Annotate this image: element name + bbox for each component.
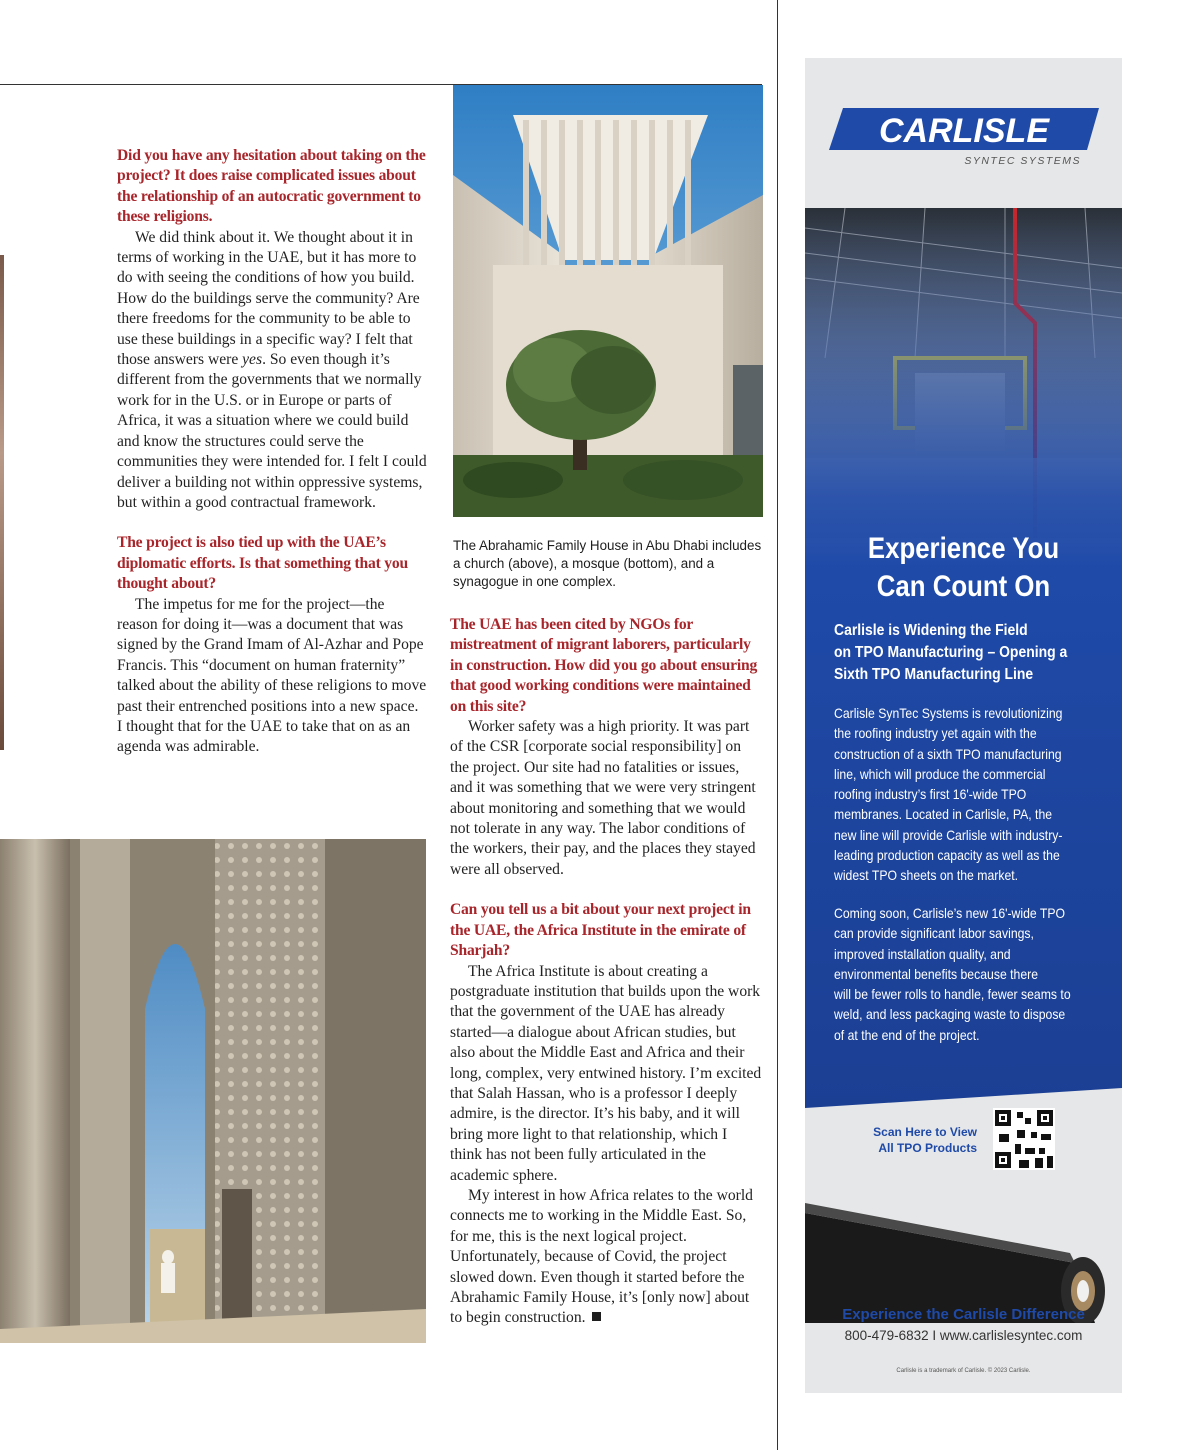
answer-africa-institute-text: My interest in how Africa relates to the world connects me to working in the Middle East. So, for me, this is the next logical project. Unfortunately, because of Covid, the project slowed down. Even though it started before the Abrahamic Family House, it’s [only now] about to begin construction. [450,1186,753,1327]
church-courtyard-photo [453,85,763,517]
question-africa-institute: Can you tell us a bit about your next project in the UAE, the Africa Institute in the emirate of Sharjah? [450,901,751,960]
column-divider [777,0,778,1450]
ad-body-line: the roofing industry yet again with the [834,726,1037,742]
qr-code-icon[interactable] [993,1108,1055,1170]
ad-body-line: Coming soon, Carlisle’s new 16'-wide TPO [834,906,1066,921]
photo-caption: The Abrahamic Family House in Abu Dhabi includes a church (above), a mosque (bottom), and a synagogue in one complex. [453,538,762,589]
ad-body-line: Carlisle SynTec Systems is revolutionizing [834,706,1063,721]
scan-label-line: All TPO Products [878,1141,977,1155]
answer-africa-institute: The Africa Institute is about creating a postgraduate institution that builds upon the work that the government of the UAE has already started—a dialogue about African studies, but also about the Middle East and Africa and their long, complex, very entwined history. I’m excited that Salah Hassan, who is a professor I deeply admire, is the director. It’s his baby, and it will bring more light to that relationship, which I think has not been fully articulated in the academic sphere. [450,962,762,1184]
logo-subtext: SYNTEC SYSTEMS [964,155,1081,166]
ad-body-line: construction of a sixth TPO manufacturing [834,746,1062,762]
ad-subhead-line: on TPO Manufacturing – Opening a [834,644,1068,661]
ad-body-line: widest TPO sheets on the market. [834,868,1019,884]
ad-fine-print: Carlisle is a trademark of Carlisle. © 2023 Carlisle. [896,1368,1031,1374]
ad-subhead-line: Sixth TPO Manufacturing Line [834,666,1034,683]
answer-migrant-laborers: Worker safety was a high priority. It was part of the CSR [corporate social responsibility] on the project. Our site had no fatalities or issues, and it was something that we were very stringent about monitoring and something that we would not tolerate in any way. The labor conditions of the workers, their pay, and the places they stayed were all observed. [450,718,756,878]
article-column-2 [450,615,762,1329]
tpo-roll-image [805,1143,1122,1323]
ad-body-line: will be fewer rolls to handle, fewer seams to [834,987,1071,1003]
carlisle-logo [829,106,1099,166]
ad-subheading [834,620,1095,686]
question-hesitation: Did you have any hesitation about taking on the project? It does raise complicated issues about the relationship of an autocratic government to these religions. [117,147,426,226]
answer-hesitation-part2: . So even though it’s different from the governments that we normally work for in the U.S. or in Europe or parts of Africa, it was a situation where we could build and know the structures could serve the communities they were intended for. I felt I could deliver a building not within oppressive systems, but within a good contractual framework. [117,351,427,511]
ad-body-line: improved installation quality, and [834,946,1011,962]
ad-tagline: Experience the Carlisle Difference [842,1306,1085,1323]
previous-photo-edge [0,255,4,750]
mosque-arch-photo [0,839,426,1343]
answer-africa-institute-continued [450,1186,762,1329]
answer-diplomatic: The impetus for me for the project—the reason for doing it—was a document that was signed by the Grand Imam of Al-Azhar and Pope Francis. This “document on human fraternity” talked about the ability of these religions to move past their entrenched positions into a new space. I thought that for the UAE to take that on as an agenda was admirable. [117,595,427,756]
ad-body-line: can provide significant labor savings, [834,926,1034,942]
ad-body-line: membranes. Located in Carlisle, PA, the [834,807,1053,823]
end-mark-icon [592,1312,601,1321]
ad-body-line: leading production capacity as well as the [834,848,1060,864]
ad-body-line: roofing industry’s first 16'-wide TPO [834,787,1027,803]
carlisle-advertisement[interactable] [805,58,1122,1393]
answer-hesitation [117,228,427,514]
question-diplomatic: The project is also tied up with the UAE’s diplomatic efforts. Is that something that you thought about? [117,534,408,593]
scan-qr-label [845,1124,977,1156]
logo-text: CARLISLE [879,112,1049,150]
answer-hesitation-emphasis: yes [242,351,263,369]
ad-headline [839,530,1088,606]
ad-subhead-line: Carlisle is Widening the Field [834,622,1028,639]
ad-body-paragraph-1 [834,704,1104,887]
answer-hesitation-part1: We did think about it. We thought about it in terms of working in the UAE, but it has more to do with seeing the conditions of how you build. How do the buildings serve the community? Are there freedoms for the community to be able to use these buildings in a specific way? I felt that those answers were [117,228,420,369]
ad-body-paragraph-2 [834,904,1104,1046]
ad-body-line: line, which will produce the commercial [834,766,1046,782]
ad-body-line: of at the end of the project. [834,1027,980,1043]
article-column-1 [117,146,427,758]
ad-contact-info[interactable]: 800-479-6832 I www.carlislesyntec.com [844,1328,1083,1343]
scan-label-line: Scan Here to View [873,1125,977,1139]
ad-headline-line-1: Experience You [867,532,1060,565]
ad-body-line: new line will provide Carlisle with industry- [834,827,1063,843]
question-migrant-laborers: The UAE has been cited by NGOs for mistreatment of migrant laborers, particularly in construction. How did you go about ensuring that good working conditions were maintained on this site? [450,616,758,715]
ad-body-line: environmental benefits because there [834,966,1039,982]
ad-body-line: weld, and less packaging waste to dispose [834,1007,1066,1023]
ad-headline-line-2: Can Count On [876,570,1051,603]
